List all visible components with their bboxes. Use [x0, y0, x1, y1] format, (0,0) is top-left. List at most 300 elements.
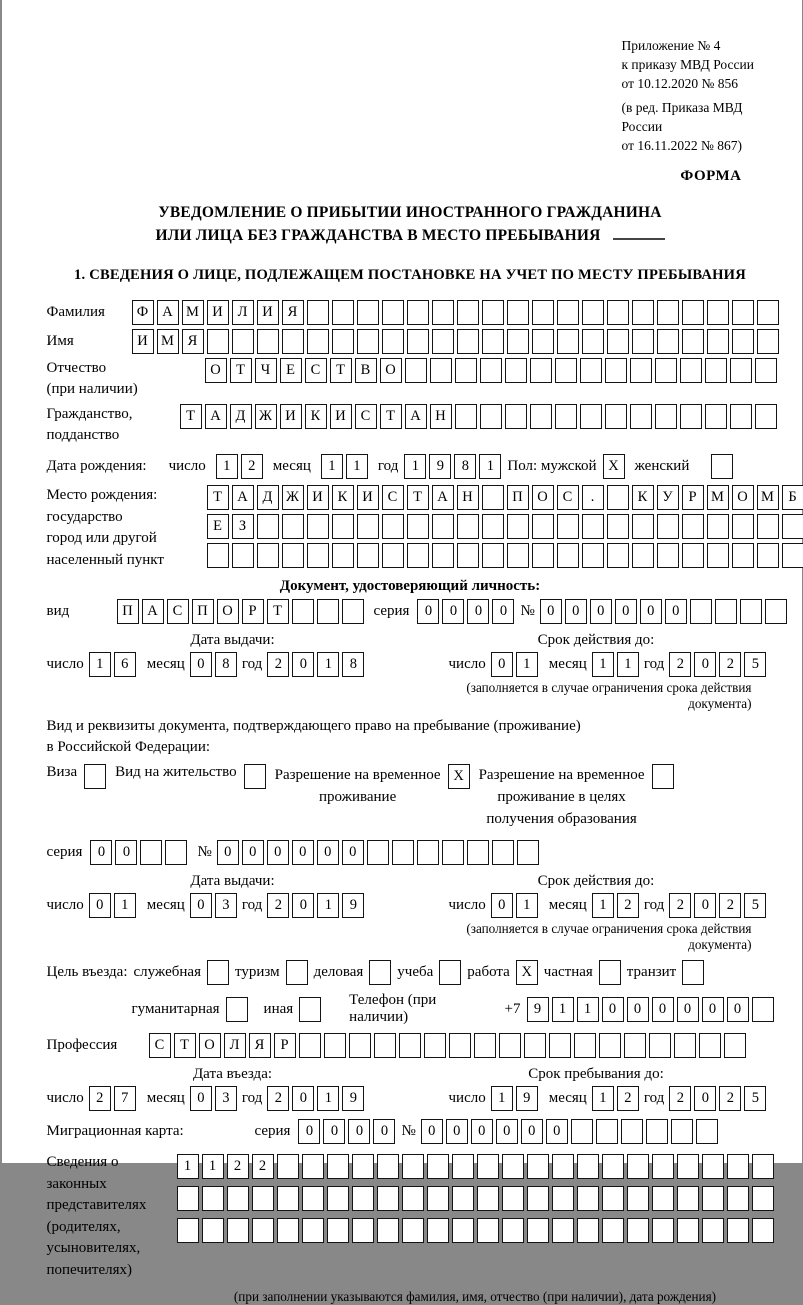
purpose-business-label: деловая: [314, 964, 364, 981]
year-label: год: [644, 1090, 664, 1107]
char-cell: Т: [407, 485, 429, 510]
entry-dates-block: [47, 1060, 774, 1111]
char-cell: [467, 840, 489, 865]
visa-checkbox: [84, 764, 106, 789]
char-cell: 0: [190, 652, 212, 677]
char-cell: [596, 1119, 618, 1144]
char-cell: [621, 1119, 643, 1144]
representatives-label-line4: (родителях,: [47, 1219, 121, 1235]
year-label: год: [242, 897, 262, 914]
char-cell: [552, 1218, 574, 1243]
char-cell: [782, 543, 803, 568]
char-cell: 1: [592, 652, 614, 677]
char-cell: 2: [617, 893, 639, 918]
annex-line: к приказу МВД России: [622, 55, 774, 74]
purpose-private-checkbox: [599, 960, 621, 985]
char-cell: 1: [346, 454, 368, 479]
char-cell: [402, 1154, 424, 1179]
year-label: год: [242, 1090, 262, 1107]
year-label: год: [242, 656, 262, 673]
char-cell: 0: [292, 840, 314, 865]
temp-permit-edu-label: [479, 764, 645, 830]
residence-permit-checkbox: [244, 764, 266, 789]
representatives-cells-block: [177, 1152, 774, 1305]
char-cell: 2: [719, 1086, 741, 1111]
char-cell: 1: [617, 652, 639, 677]
purpose-study-checkbox: [439, 960, 461, 985]
representatives-row: [47, 1152, 774, 1305]
char-cell: [277, 1186, 299, 1211]
char-cell: 0: [602, 997, 624, 1022]
char-cell: 0: [496, 1119, 518, 1144]
char-cell: [227, 1218, 249, 1243]
char-cell: 9: [342, 1086, 364, 1111]
char-cell: [165, 840, 187, 865]
char-cell: 0: [317, 840, 339, 865]
char-cell: [502, 1186, 524, 1211]
doc-issue-day-cells: [89, 652, 136, 677]
purpose-official-label: служебная: [133, 964, 201, 981]
section1-heading: 1. СВЕДЕНИЯ О ЛИЦЕ, ПОДЛЕЖАЩЕМ ПОСТАНОВКЕ НА УЧЕТ ПО МЕСТУ ПРЕБЫВАНИЯ: [47, 267, 774, 284]
char-cell: [630, 358, 652, 383]
char-cell: [302, 1154, 324, 1179]
birth-year-label: год: [378, 458, 398, 475]
permit-issue-date-label: Дата выдачи:: [47, 873, 419, 890]
char-cell: П: [192, 599, 214, 624]
char-cell: [607, 543, 629, 568]
char-cell: [582, 543, 604, 568]
char-cell: 9: [516, 1086, 538, 1111]
char-cell: [327, 1154, 349, 1179]
char-cell: [352, 1186, 374, 1211]
purpose-tourism-label: туризм: [235, 964, 280, 981]
sex-male-label: Пол: мужской: [507, 458, 596, 475]
purpose-transit-label: транзит: [627, 964, 676, 981]
char-cell: [367, 840, 389, 865]
patronymic-label-line1: Отчество: [47, 360, 107, 376]
char-cell: [452, 1186, 474, 1211]
char-cell: [505, 404, 527, 429]
char-cell: [382, 329, 404, 354]
char-cell: [752, 997, 774, 1022]
doc-series-label: серия: [374, 603, 410, 620]
char-cell: 1: [317, 893, 339, 918]
purpose-work-label: работа: [467, 964, 510, 981]
doc-type-cells: [117, 599, 364, 624]
char-cell: [349, 1033, 371, 1058]
char-cell: [432, 514, 454, 539]
char-cell: [557, 543, 579, 568]
doc-issue-month-cells: [190, 652, 237, 677]
char-cell: [452, 1218, 474, 1243]
year-label: год: [644, 656, 664, 673]
char-cell: К: [332, 485, 354, 510]
annex-line: (в ред. Приказа МВД России: [622, 98, 774, 136]
char-cell: 2: [89, 1086, 111, 1111]
doc-number-cells: [540, 599, 787, 624]
char-cell: [377, 1218, 399, 1243]
char-cell: [657, 329, 679, 354]
char-cell: 1: [114, 893, 136, 918]
char-cell: [627, 1186, 649, 1211]
char-cell: [582, 514, 604, 539]
char-cell: [732, 514, 754, 539]
char-cell: [455, 404, 477, 429]
char-cell: [480, 404, 502, 429]
char-cell: О: [199, 1033, 221, 1058]
birthplace-label-line3: город или другой: [47, 530, 157, 546]
char-cell: [627, 1218, 649, 1243]
char-cell: 0: [421, 1119, 443, 1144]
birthplace-cells-block: [207, 485, 803, 572]
permit-issue-day-cells: [89, 893, 136, 918]
char-cell: [327, 1186, 349, 1211]
purpose-humanitarian-label: гуманитарная: [132, 1001, 220, 1018]
migration-card-row: [47, 1119, 774, 1144]
char-cell: 0: [467, 599, 489, 624]
month-label: месяц: [549, 656, 587, 673]
citizenship-label: [47, 404, 180, 446]
char-cell: [532, 543, 554, 568]
char-cell: 5: [744, 652, 766, 677]
char-cell: Р: [682, 485, 704, 510]
char-cell: [352, 1218, 374, 1243]
char-cell: [602, 1218, 624, 1243]
char-cell: [552, 1186, 574, 1211]
char-cell: С: [305, 358, 327, 383]
char-cell: [696, 1119, 718, 1144]
char-cell: [677, 1154, 699, 1179]
char-cell: [707, 543, 729, 568]
citizenship-label-line2: подданство: [47, 427, 120, 443]
char-cell: 1: [592, 1086, 614, 1111]
char-cell: [457, 329, 479, 354]
char-cell: [457, 514, 479, 539]
char-cell: [632, 543, 654, 568]
char-cell: 1: [577, 997, 599, 1022]
permit-series-cells: [90, 840, 187, 865]
char-cell: 2: [669, 1086, 691, 1111]
purpose-label: Цель въезда:: [47, 964, 128, 981]
char-cell: [527, 1186, 549, 1211]
visa-label: Виза: [47, 764, 78, 781]
temp-permit-label-line2: проживание: [319, 789, 396, 805]
month-label: месяц: [147, 897, 185, 914]
char-cell: 0: [521, 1119, 543, 1144]
char-cell: 9: [527, 997, 549, 1022]
char-cell: [207, 329, 229, 354]
char-cell: Т: [330, 358, 352, 383]
char-cell: 5: [744, 893, 766, 918]
char-cell: 1: [516, 893, 538, 918]
permit-dates-block: [47, 867, 774, 953]
char-cell: 2: [267, 652, 289, 677]
migration-series-label: серия: [255, 1123, 291, 1140]
char-cell: [399, 1033, 421, 1058]
char-cell: [682, 329, 704, 354]
permit-issue-year-cells: [267, 893, 364, 918]
char-cell: [442, 840, 464, 865]
char-cell: [402, 1218, 424, 1243]
char-cell: [357, 300, 379, 325]
char-cell: [727, 1186, 749, 1211]
purpose-business-checkbox: [369, 960, 391, 985]
char-cell: [252, 1186, 274, 1211]
char-cell: [757, 300, 779, 325]
year-label: год: [644, 897, 664, 914]
char-cell: [84, 764, 106, 789]
sex-female-checkbox: [711, 454, 733, 479]
char-cell: [730, 404, 752, 429]
char-cell: 9: [429, 454, 451, 479]
char-cell: Е: [280, 358, 302, 383]
title-line1: УВЕДОМЛЕНИЕ О ПРИБЫТИИ ИНОСТРАННОГО ГРАЖДАНИНА: [47, 201, 774, 224]
char-cell: 5: [744, 1086, 766, 1111]
temp-permit-label-line1: Разрешение на временное: [275, 767, 441, 783]
char-cell: М: [707, 485, 729, 510]
char-cell: 0: [491, 652, 513, 677]
char-cell: [646, 1119, 668, 1144]
char-cell: [702, 1154, 724, 1179]
char-cell: [317, 599, 339, 624]
char-cell: [282, 514, 304, 539]
residence-doc-line1: Вид и реквизиты документа, подтверждающего право на пребывание (проживание): [47, 718, 774, 735]
char-cell: У: [657, 485, 679, 510]
char-cell: [532, 329, 554, 354]
char-cell: 2: [252, 1154, 274, 1179]
permit-number-cells: [217, 840, 539, 865]
char-cell: 0: [446, 1119, 468, 1144]
char-cell: [307, 543, 329, 568]
char-cell: [707, 300, 729, 325]
char-cell: [582, 329, 604, 354]
char-cell: [382, 300, 404, 325]
char-cell: [702, 1186, 724, 1211]
char-cell: [207, 543, 229, 568]
char-cell: Д: [257, 485, 279, 510]
permit-valid-until-label: Срок действия до:: [419, 873, 774, 890]
char-cell: [674, 1033, 696, 1058]
month-label: месяц: [549, 897, 587, 914]
char-cell: О: [217, 599, 239, 624]
char-cell: [652, 1186, 674, 1211]
representatives-note: (при заполнении указываются фамилия, имя, отчество (при наличии), дата рождения): [177, 1289, 774, 1305]
purpose-humanitarian-checkbox: [226, 997, 248, 1022]
sex-female-label: женский: [635, 458, 690, 475]
char-cell: [782, 514, 803, 539]
char-cell: 0: [677, 997, 699, 1022]
char-cell: 0: [590, 599, 612, 624]
citizenship-cells: [180, 404, 777, 429]
char-cell: 0: [627, 997, 649, 1022]
char-cell: [602, 1186, 624, 1211]
char-cell: П: [507, 485, 529, 510]
char-cell: [455, 358, 477, 383]
birthplace-row3-cells: [207, 543, 803, 568]
char-cell: .: [582, 485, 604, 510]
char-cell: С: [382, 485, 404, 510]
char-cell: [577, 1218, 599, 1243]
char-cell: Т: [267, 599, 289, 624]
char-cell: С: [557, 485, 579, 510]
char-cell: И: [280, 404, 302, 429]
char-cell: [324, 1033, 346, 1058]
char-cell: [555, 404, 577, 429]
patronymic-row: [47, 358, 774, 400]
day-label: число: [47, 897, 84, 914]
char-cell: [207, 960, 229, 985]
char-cell: 8: [215, 652, 237, 677]
annex-line: от 10.12.2020 № 856: [622, 74, 774, 93]
char-cell: [532, 514, 554, 539]
char-cell: [499, 1033, 521, 1058]
char-cell: [690, 599, 712, 624]
char-cell: [292, 599, 314, 624]
phone-label: Телефон (при наличии): [349, 992, 476, 1026]
char-cell: [552, 1154, 574, 1179]
char-cell: Н: [457, 485, 479, 510]
char-cell: [732, 543, 754, 568]
entry-month-cells: [190, 1086, 237, 1111]
char-cell: 9: [342, 893, 364, 918]
char-cell: [482, 514, 504, 539]
char-cell: И: [357, 485, 379, 510]
char-cell: [277, 1154, 299, 1179]
char-cell: [432, 300, 454, 325]
char-cell: [740, 599, 762, 624]
char-cell: 2: [719, 893, 741, 918]
char-cell: 1: [404, 454, 426, 479]
char-cell: [577, 1186, 599, 1211]
char-cell: Н: [430, 404, 452, 429]
permit-series-label: серия: [47, 844, 83, 861]
purpose-other-label: иная: [264, 1001, 294, 1018]
representatives-label: [47, 1152, 177, 1281]
annex-line: от 16.11.2022 № 867): [622, 136, 774, 155]
char-cell: [374, 1033, 396, 1058]
char-cell: 2: [267, 1086, 289, 1111]
char-cell: [357, 329, 379, 354]
char-cell: 8: [454, 454, 476, 479]
char-cell: [439, 960, 461, 985]
migration-number-cells: [421, 1119, 718, 1144]
char-cell: [524, 1033, 546, 1058]
day-label: число: [449, 897, 486, 914]
profession-label: Профессия: [47, 1037, 149, 1054]
char-cell: [482, 485, 504, 510]
char-cell: [377, 1154, 399, 1179]
char-cell: [532, 300, 554, 325]
char-cell: [680, 358, 702, 383]
char-cell: 0: [242, 840, 264, 865]
char-cell: [682, 543, 704, 568]
char-cell: [657, 514, 679, 539]
visa-option: [47, 764, 107, 789]
purpose-official-checkbox: [207, 960, 229, 985]
char-cell: А: [142, 599, 164, 624]
char-cell: [452, 1154, 474, 1179]
temp-permit-checkbox: [448, 764, 470, 789]
char-cell: 0: [190, 1086, 212, 1111]
char-cell: 2: [267, 893, 289, 918]
char-cell: [299, 1033, 321, 1058]
char-cell: [557, 300, 579, 325]
doc-valid-month-cells: [592, 652, 639, 677]
char-cell: [549, 1033, 571, 1058]
validity-note: (заполняется в случае ограничения срока действия документа): [419, 921, 774, 953]
char-cell: С: [355, 404, 377, 429]
permit-valid-day-cells: [491, 893, 538, 918]
char-cell: [517, 840, 539, 865]
char-cell: [757, 329, 779, 354]
residence-permit-label: Вид на жительство: [115, 764, 236, 781]
doc-number-label: №: [520, 603, 534, 620]
char-cell: [757, 543, 779, 568]
char-cell: [244, 764, 266, 789]
citizenship-label-line1: Гражданство,: [47, 406, 133, 422]
identity-doc-heading: Документ, удостоверяющий личность:: [47, 578, 774, 595]
document-title: [47, 201, 774, 247]
char-cell: [407, 300, 429, 325]
char-cell: Р: [242, 599, 264, 624]
char-cell: [682, 514, 704, 539]
char-cell: [232, 543, 254, 568]
char-cell: [632, 300, 654, 325]
char-cell: [505, 358, 527, 383]
char-cell: [402, 1186, 424, 1211]
char-cell: [730, 358, 752, 383]
representatives-row1-cells: [177, 1154, 774, 1179]
purpose-other-checkbox: [299, 997, 321, 1022]
char-cell: [752, 1154, 774, 1179]
char-cell: 0: [491, 893, 513, 918]
char-cell: [607, 329, 629, 354]
char-cell: [557, 514, 579, 539]
birthplace-row1-cells: [207, 485, 803, 510]
surname-cells: [132, 300, 779, 325]
char-cell: 0: [546, 1119, 568, 1144]
char-cell: [202, 1218, 224, 1243]
birth-month-cells: [321, 454, 368, 479]
char-cell: [732, 329, 754, 354]
char-cell: [282, 543, 304, 568]
char-cell: 0: [540, 599, 562, 624]
char-cell: 0: [267, 840, 289, 865]
char-cell: 1: [317, 652, 339, 677]
char-cell: А: [205, 404, 227, 429]
char-cell: [755, 358, 777, 383]
char-cell: [507, 329, 529, 354]
stay-until-label: Срок пребывания до:: [419, 1066, 774, 1083]
temp-permit-label: [275, 764, 441, 808]
char-cell: [624, 1033, 646, 1058]
char-cell: [327, 1218, 349, 1243]
char-cell: [332, 514, 354, 539]
char-cell: [707, 329, 729, 354]
char-cell: 0: [471, 1119, 493, 1144]
char-cell: [480, 358, 502, 383]
char-cell: [580, 358, 602, 383]
patronymic-label: [47, 358, 205, 400]
doc-dates-block: [47, 626, 774, 712]
char-cell: [432, 329, 454, 354]
char-cell: 3: [215, 893, 237, 918]
day-label: число: [47, 656, 84, 673]
char-cell: С: [167, 599, 189, 624]
temp-permit-edu-option: [479, 764, 674, 830]
doc-issue-year-cells: [267, 652, 364, 677]
char-cell: [507, 543, 529, 568]
